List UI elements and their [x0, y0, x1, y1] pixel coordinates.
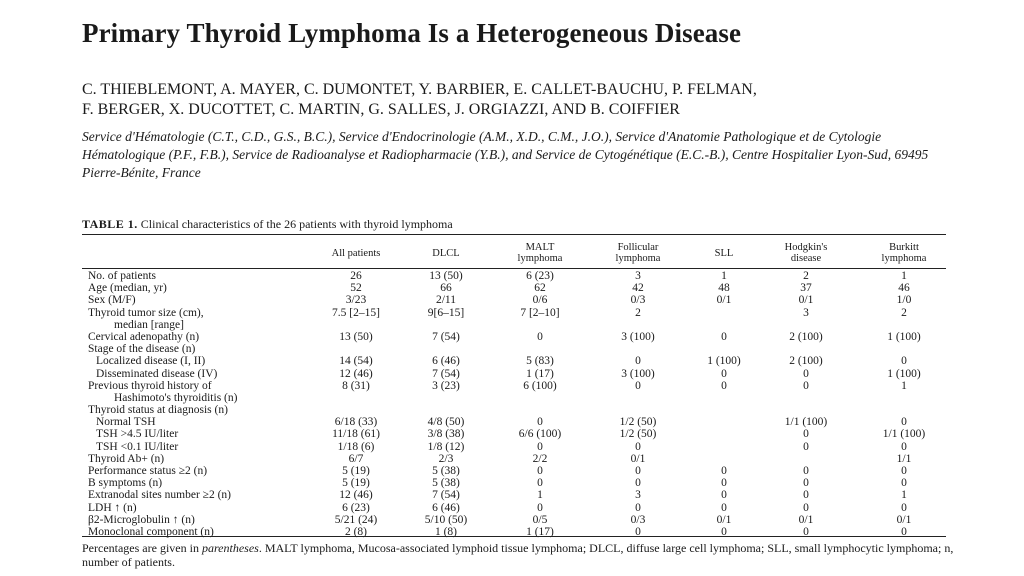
author-list: [82, 80, 962, 120]
table-cell: 0: [721, 477, 727, 490]
table-cell: 12 (46): [339, 489, 373, 502]
table-row: [0, 355, 1024, 367]
table-cell: 7.5 [2–15]: [332, 306, 380, 319]
authors-line-1: C. THIEBLEMONT, A. MAYER, C. DUMONTET, Y. BARBIER, E. CALLET-BAUCHU, P. FELMAN,: [82, 81, 757, 98]
table-cell: 2 (100): [789, 330, 823, 343]
column-header: Follicular lymphoma: [615, 242, 661, 264]
table-cell: 3 (100): [621, 330, 655, 343]
table-cell: 6 (100): [523, 379, 557, 392]
table-row: [0, 502, 1024, 514]
table-cell: 1/2 (50): [619, 416, 657, 429]
table-cell: 1/2 (50): [619, 428, 657, 441]
row-label: B symptoms (n): [88, 477, 163, 490]
table-top-rule: [82, 234, 946, 235]
table-row: [0, 270, 1024, 282]
affiliation: Service d'Hématologie (C.T., C.D., G.S., B.C.), Service d'Endocrinologie (A.M., X.D., C.M., J.O.), Service d'Anatomie Pathologique et de Cytologie Hématologique (P.F., F.B.), Service de Radioanalyse et Radiopharmacie (Y.B.), and Service de Cytogénétique (E.C.-B.), Centre Hospitalier Lyon-Sud, 69495 Pierre-Bénite, France: [82, 129, 929, 180]
table-cell: 2 (8): [344, 525, 368, 538]
row-label: TSH <0.1 IU/liter: [96, 440, 179, 453]
table-cell: 1: [901, 379, 907, 392]
table-footnote: [82, 541, 962, 569]
table-cell: 0: [537, 501, 543, 514]
table-cell: 0: [721, 501, 727, 514]
row-label: Extranodal sites number ≥2 (n): [88, 489, 231, 502]
table-cell: 7 (54): [432, 367, 460, 380]
table-cell: 0: [803, 379, 809, 392]
table-row: [0, 465, 1024, 477]
table-label: TABLE 1.: [82, 217, 138, 231]
table-cell: 1/0: [896, 294, 912, 307]
table-header: [0, 236, 1024, 268]
authors-line-2: F. BERGER, X. DUCOTTET, C. MARTIN, G. SALLES, J. ORGIAZZI, AND B. COIFFIER: [82, 101, 680, 118]
table-cell: 2: [635, 306, 641, 319]
row-label: β2-Microglobulin ↑ (n): [88, 513, 195, 526]
table-row: [0, 489, 1024, 501]
table-cell: 1: [537, 489, 543, 502]
table-cell: 5 (38): [432, 465, 460, 477]
table-row: [0, 307, 1024, 319]
table-cell: 4/8 (50): [427, 416, 465, 429]
table-bottom-rule: [82, 536, 946, 537]
table-header-rule: [82, 268, 946, 269]
table-cell: 0: [803, 465, 809, 477]
table-cell: 66: [440, 282, 452, 295]
table-cell: 42: [632, 282, 644, 295]
table-cell: 1 (17): [526, 367, 554, 380]
table-cell: 1/1 (100): [882, 428, 926, 441]
column-header: MALT lymphoma: [517, 242, 563, 264]
table-cell: 6 (46): [432, 355, 460, 368]
table-cell: 0: [635, 477, 641, 490]
table-cell: 0: [803, 477, 809, 490]
table-cell: 0: [537, 416, 543, 429]
row-label: Monoclonal component (n): [88, 525, 214, 538]
table-cell: 7 (54): [432, 489, 460, 502]
table-cell: 0/1: [716, 513, 732, 526]
table-cell: 0: [721, 489, 727, 502]
table-cell: 0/1: [798, 513, 814, 526]
table-cell: 1: [901, 270, 907, 282]
table-row: [0, 294, 1024, 306]
table-cell: 7 (54): [432, 330, 460, 343]
column-header: Hodgkin's disease: [784, 242, 828, 264]
table-cell: 1 (8): [434, 525, 458, 538]
table-cell: 3: [635, 489, 641, 502]
table-cell: 0: [537, 465, 543, 477]
table-cell: 6 (23): [342, 501, 370, 514]
table-cell: 2 (100): [789, 355, 823, 368]
table-row: [0, 392, 1024, 404]
table-row: [0, 428, 1024, 440]
table-row: [0, 331, 1024, 343]
table-cell: 3: [803, 306, 809, 319]
table-cell: 12 (46): [339, 367, 373, 380]
table-cell: 0: [721, 465, 727, 477]
table-cell: 6/18 (33): [334, 416, 378, 429]
table-cell: 62: [534, 282, 546, 295]
table-cell: 0/6: [532, 294, 548, 307]
table-cell: 3/23: [345, 294, 367, 307]
table-cell: 0: [901, 477, 907, 490]
table-cell: 0: [721, 367, 727, 380]
table-cell: 1: [721, 270, 727, 282]
table-cell: 0: [803, 440, 809, 453]
table-cell: 0: [721, 330, 727, 343]
row-label: TSH >4.5 IU/liter: [96, 428, 179, 441]
footnote-prefix: Percentages are given in: [82, 541, 202, 555]
table-cell: 0/1: [896, 513, 912, 526]
table-cell: 0: [803, 367, 809, 380]
table-cell: 0: [635, 355, 641, 368]
table-cell: 0: [721, 379, 727, 392]
row-label: median [range]: [114, 318, 184, 331]
table-cell: 0: [901, 465, 907, 477]
table-cell: 2: [901, 306, 907, 319]
table-cell: 0: [901, 501, 907, 514]
table-cell: 14 (54): [339, 355, 373, 368]
table-cell: 0/1: [798, 294, 814, 307]
table-cell: 0: [901, 525, 907, 538]
column-header: DLCL: [432, 248, 460, 259]
table-cell: 2/3: [438, 452, 454, 465]
table-cell: 1: [901, 489, 907, 502]
table-cell: 0/1: [630, 452, 646, 465]
row-label: Normal TSH: [96, 416, 156, 429]
table-body: [0, 270, 1024, 538]
row-label: Thyroid Ab+ (n): [88, 452, 165, 465]
footnote-italic: parentheses: [201, 541, 259, 555]
table-cell: 0: [803, 501, 809, 514]
table-cell: 0: [635, 440, 641, 453]
row-label: LDH ↑ (n): [88, 501, 137, 514]
table-row: [0, 282, 1024, 294]
row-label: Stage of the disease (n): [88, 343, 196, 356]
row-label: Sex (M/F): [88, 294, 136, 307]
table-cell: 0: [635, 525, 641, 538]
table-cell: 6 (23): [526, 270, 554, 282]
table-cell: 0: [901, 355, 907, 368]
table-cell: 5 (19): [342, 465, 370, 477]
table-cell: 5 (83): [526, 355, 554, 368]
table-cell: 2: [803, 270, 809, 282]
table-row: [0, 319, 1024, 331]
column-header: SLL: [714, 248, 734, 259]
table-cell: 0: [803, 525, 809, 538]
table-cell: 0: [901, 440, 907, 453]
table-cell: 5/21 (24): [334, 513, 378, 526]
table-cell: 8 (31): [342, 379, 370, 392]
footnote-text: . MALT lymphoma, Mucosa-associated lymphoid tissue lymphoma; DLCL, diffuse large cell lymphoma; SLL, small lymphocytic lymphoma; n, number of patients.: [82, 541, 954, 569]
table-cell: 0: [537, 477, 543, 490]
table-cell: 11/18 (61): [332, 428, 380, 441]
row-label: Previous thyroid history of: [88, 379, 212, 392]
table-row: [0, 368, 1024, 380]
table-cell: 1 (100): [887, 330, 921, 343]
table-row: [0, 514, 1024, 526]
table-cell: 1/1 (100): [784, 416, 828, 429]
row-label: Cervical adenopathy (n): [88, 330, 200, 343]
table-caption: [82, 217, 453, 232]
table-cell: 37: [800, 282, 812, 295]
table-cell: 1 (17): [526, 525, 554, 538]
table-cell: 0: [901, 416, 907, 429]
table-cell: 13 (50): [339, 330, 373, 343]
table-cell: 46: [898, 282, 910, 295]
table-cell: 6 (46): [432, 501, 460, 514]
table-cell: 13 (50): [429, 270, 463, 282]
table-cell: 7 [2–10]: [520, 306, 560, 319]
table-caption-text: Clinical characteristics of the 26 patients with thyroid lymphoma: [140, 217, 453, 231]
row-label: Performance status ≥2 (n): [88, 465, 208, 477]
table-cell: 1/1: [896, 452, 912, 465]
table-cell: 0/3: [630, 513, 646, 526]
table-cell: 5/10 (50): [424, 513, 468, 526]
table-cell: 26: [350, 270, 362, 282]
row-label: Age (median, yr): [88, 282, 167, 295]
table-cell: 0: [721, 525, 727, 538]
table-cell: 48: [718, 282, 730, 295]
table-cell: 0/5: [532, 513, 548, 526]
table-cell: 1 (100): [707, 355, 741, 368]
row-label: Localized disease (I, II): [96, 355, 206, 368]
table-cell: 5 (38): [432, 477, 460, 490]
column-header: Burkitt lymphoma: [881, 242, 927, 264]
table-row: [0, 477, 1024, 489]
table-cell: 6/7: [348, 452, 364, 465]
table-cell: 0: [635, 465, 641, 477]
table-cell: 0: [537, 440, 543, 453]
table-cell: 5 (19): [342, 477, 370, 490]
row-label: No. of patients: [88, 270, 157, 282]
table-cell: 0: [537, 330, 543, 343]
table-cell: 0/3: [630, 294, 646, 307]
row-label: Disseminated disease (IV): [96, 367, 218, 380]
table-cell: 1 (100): [887, 367, 921, 380]
table-cell: 0/1: [716, 294, 732, 307]
table-row: [0, 404, 1024, 416]
table-cell: 52: [350, 282, 362, 295]
table-cell: 0: [803, 428, 809, 441]
table-cell: 3 (23): [432, 379, 460, 392]
table-cell: 2/2: [532, 452, 548, 465]
table-cell: 1/18 (6): [337, 440, 375, 453]
table-cell: 2/11: [435, 294, 457, 307]
row-label: Thyroid tumor size (cm),: [88, 306, 204, 319]
table-cell: 1/8 (12): [427, 440, 465, 453]
paper-title: Primary Thyroid Lymphoma Is a Heterogeneous Disease: [82, 18, 742, 48]
table-cell: 9[6–15]: [427, 306, 465, 319]
table-row: [0, 441, 1024, 453]
table-cell: 0: [803, 489, 809, 502]
column-header: All patients: [331, 248, 381, 259]
table-cell: 0: [635, 379, 641, 392]
row-label: Thyroid status at diagnosis (n): [88, 404, 228, 417]
row-label: Hashimoto's thyroiditis (n): [114, 391, 238, 404]
table-row: [0, 453, 1024, 465]
table-cell: 6/6 (100): [518, 428, 562, 441]
table-cell: 0: [635, 501, 641, 514]
table-cell: 3: [635, 270, 641, 282]
table-cell: 3/8 (38): [427, 428, 465, 441]
table-row: [0, 380, 1024, 392]
table-row: [0, 416, 1024, 428]
table-cell: 3 (100): [621, 367, 655, 380]
table-row: [0, 343, 1024, 355]
